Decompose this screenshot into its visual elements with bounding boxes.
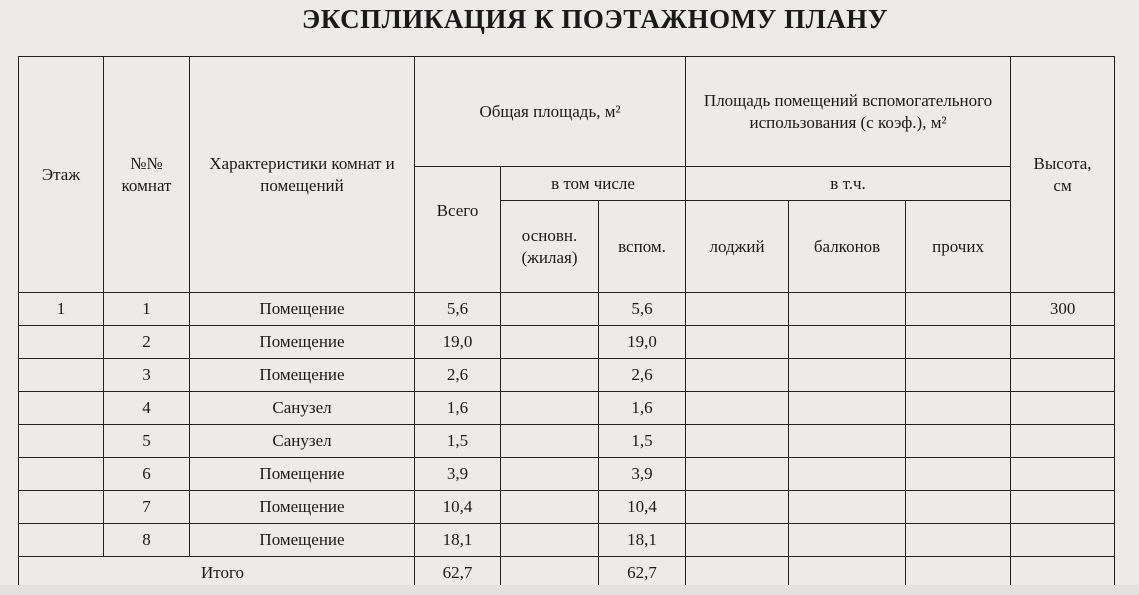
cell-room: 5 [104,425,190,458]
table-row [19,392,1115,425]
cell-height [1011,458,1115,491]
cell-floor [19,359,104,392]
header-room-number: №№ комнат [104,57,190,293]
cell-floor [19,458,104,491]
cell-floor [19,524,104,557]
cell-room: 7 [104,491,190,524]
cell-other [906,458,1011,491]
cell-other [906,524,1011,557]
cell-height: 300 [1011,293,1115,326]
header-including: в том числе [501,167,686,201]
cell-aux: 1,5 [599,425,686,458]
cell-room: 8 [104,524,190,557]
cell-other [906,359,1011,392]
cell-floor [19,392,104,425]
cell-room: 3 [104,359,190,392]
cell-loggias [686,392,789,425]
cell-name: Санузел [190,392,415,425]
cell-aux: 2,6 [599,359,686,392]
header-aux-area: Площадь помещений вспомогательного использования (с коэф.), м² [686,57,1011,167]
cell-main [501,293,599,326]
cell-main [501,425,599,458]
cell-height [1011,491,1115,524]
cell-balconies [789,359,906,392]
cell-height [1011,425,1115,458]
cell-balconies [789,392,906,425]
cell-height [1011,392,1115,425]
page-title: ЭКСПЛИКАЦИЯ К ПОЭТАЖНОМУ ПЛАНУ [301,4,889,34]
cell-name: Помещение [190,524,415,557]
cell-room: 1 [104,293,190,326]
table-row [19,326,1115,359]
header-floor: Этаж [19,57,104,293]
cell-aux: 19,0 [599,326,686,359]
cell-room: 6 [104,458,190,491]
cell-loggias [686,458,789,491]
table-row [19,524,1115,557]
cell-balconies [789,425,906,458]
cell-total: 19,0 [415,326,501,359]
cell-floor [19,326,104,359]
table-row [19,293,1115,326]
cell-balconies [789,326,906,359]
cell-floor [19,491,104,524]
header-main-living: основн. (жилая) [501,201,599,293]
cell-height [1011,524,1115,557]
cell-total: 5,6 [415,293,501,326]
cell-total: 18,1 [415,524,501,557]
header-characteristics: Характеристики комнат и помещений [190,57,415,293]
cell-name: Помещение [190,359,415,392]
cell-other [906,491,1011,524]
cell-balconies [789,491,906,524]
cell-total: 1,5 [415,425,501,458]
header-height: Высота, см [1011,57,1115,293]
cell-main [501,359,599,392]
cell-total: 1,6 [415,392,501,425]
totals-label: Итого [19,557,415,590]
explication-table [18,56,1115,590]
cell-main [501,524,599,557]
cell-loggias [686,425,789,458]
cell-main [501,326,599,359]
cell-height [1011,326,1115,359]
cell-main [501,458,599,491]
cell-balconies [789,458,906,491]
cell-other [906,392,1011,425]
header-incl-short: в т.ч. [686,167,1011,201]
header-balconies: балконов [789,201,906,293]
cell-room: 2 [104,326,190,359]
cell-name: Помещение [190,326,415,359]
cell-main [501,491,599,524]
header-aux: вспом. [599,201,686,293]
cell-aux: 18,1 [599,524,686,557]
cell-total: 10,4 [415,491,501,524]
cell-name: Помещение [190,293,415,326]
cell-height [1011,359,1115,392]
cell-name: Помещение [190,491,415,524]
header-loggias: лоджий [686,201,789,293]
cell-aux: 5,6 [599,293,686,326]
table-row [19,425,1115,458]
cell-aux: 1,6 [599,392,686,425]
cell-aux: 3,9 [599,458,686,491]
cell-balconies [789,524,906,557]
cell-name: Помещение [190,458,415,491]
cell-total: 2,6 [415,359,501,392]
cell-loggias [686,326,789,359]
cell-loggias [686,359,789,392]
header-total: Всего [415,167,501,293]
cell-main [501,392,599,425]
cell-name: Санузел [190,425,415,458]
cell-loggias [686,293,789,326]
cell-loggias [686,491,789,524]
cell-floor [19,425,104,458]
page-bottom-edge [0,585,1139,595]
table-row [19,491,1115,524]
cell-other [906,425,1011,458]
cell-total: 3,9 [415,458,501,491]
cell-aux: 10,4 [599,491,686,524]
cell-floor: 1 [19,293,104,326]
totals-total: 62,7 [415,557,501,590]
cell-room: 4 [104,392,190,425]
header-total-area: Общая площадь, м² [415,57,686,167]
cell-balconies [789,293,906,326]
header-other: прочих [906,201,1011,293]
table-row [19,458,1115,491]
cell-other [906,293,1011,326]
table-row [19,359,1115,392]
cell-other [906,326,1011,359]
cell-loggias [686,524,789,557]
totals-aux: 62,7 [599,557,686,590]
